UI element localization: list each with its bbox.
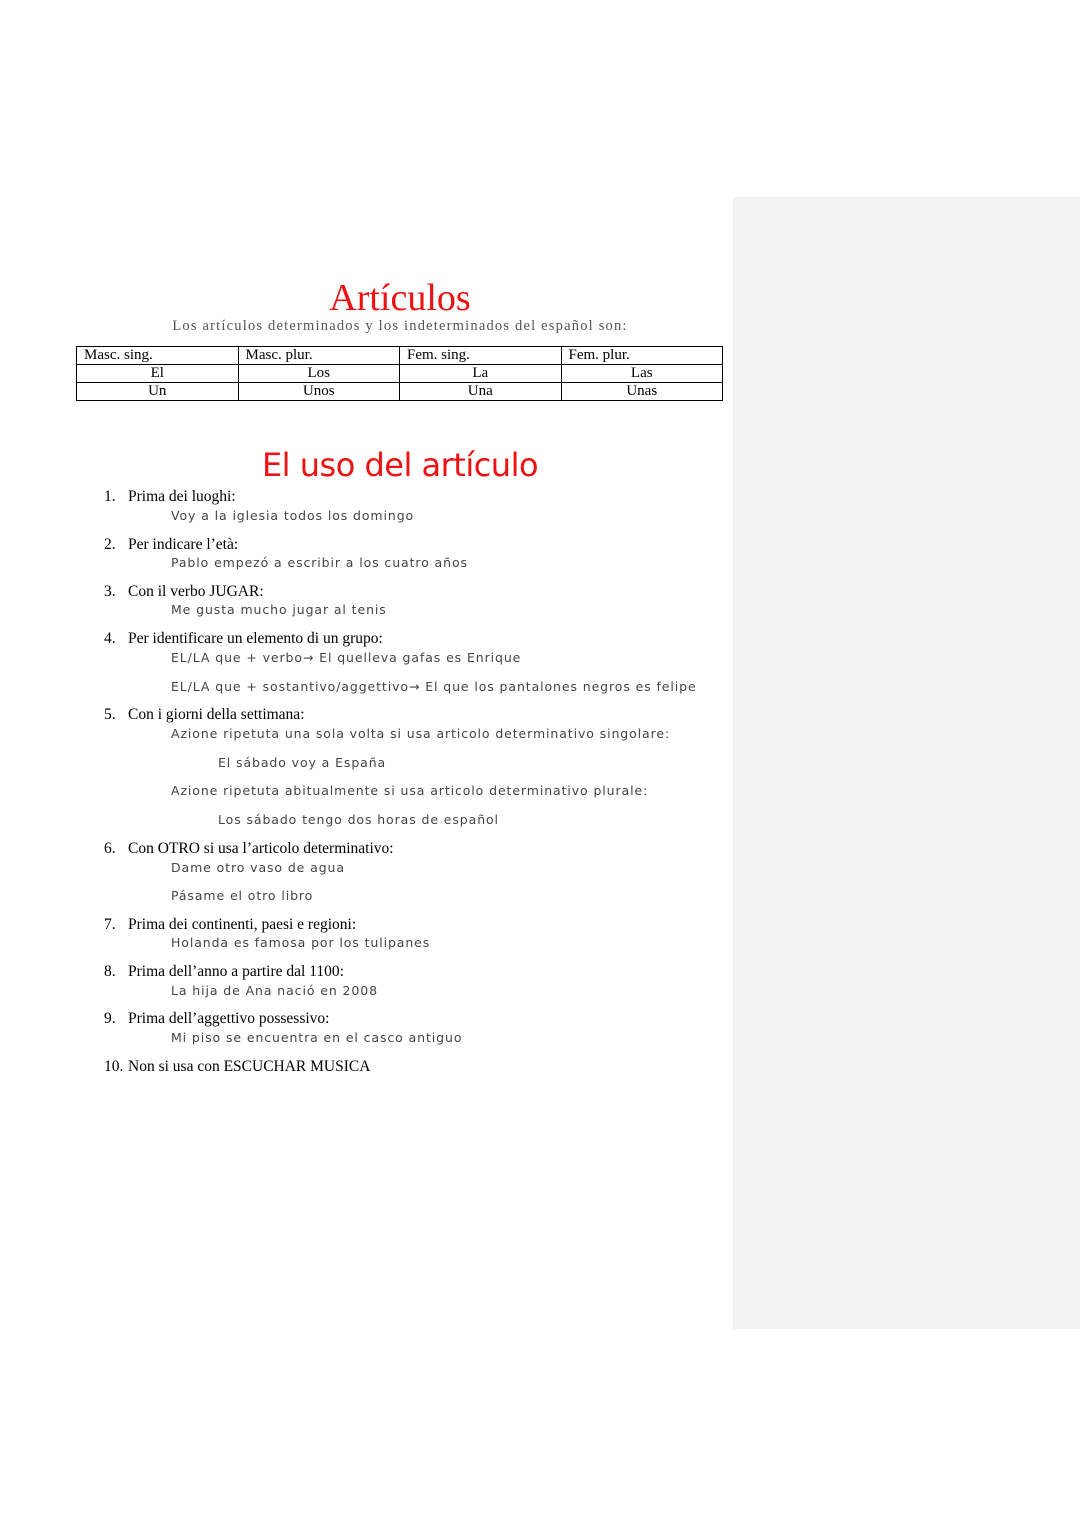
rule-item — [104, 840, 394, 858]
rule-number: 9. — [104, 1010, 116, 1027]
table-cell: Unas — [561, 383, 723, 401]
rule-item — [104, 1058, 370, 1076]
table-cell: El — [77, 365, 239, 383]
page-title: Artículos — [329, 277, 471, 319]
rule-text: Con il verbo JUGAR: — [128, 583, 264, 600]
rule-number: 8. — [104, 963, 116, 980]
rule-example: Me gusta mucho jugar al tenis — [171, 602, 387, 617]
rule-text: Prima dell’anno a partire dal 1100: — [128, 963, 344, 980]
rule-number: 3. — [104, 583, 116, 600]
rule-item — [104, 583, 264, 601]
rule-item — [104, 916, 356, 934]
rule-example: Pablo empezó a escribir a los cuatro años — [171, 555, 468, 570]
rule-item — [104, 488, 236, 506]
rule-example: Holanda es famosa por los tulipanes — [171, 935, 431, 950]
rule-number: 2. — [104, 536, 116, 553]
table-header-cell: Fem. sing. — [400, 347, 562, 365]
rule-text: Per indicare l’età: — [128, 536, 239, 553]
rule-example: Pásame el otro libro — [171, 888, 314, 903]
rule-example: Azione ripetuta una sola volta si usa articolo determinativo singolare: — [171, 726, 671, 741]
rule-text: Prima dei luoghi: — [128, 488, 236, 505]
rule-item — [104, 630, 383, 648]
rule-example: El sábado voy a España — [218, 755, 387, 770]
rule-item — [104, 963, 344, 981]
rule-number: 4. — [104, 630, 116, 647]
table-header-row — [77, 347, 723, 365]
table-cell: Unos — [238, 383, 400, 401]
rule-item — [104, 706, 305, 724]
rule-text: Prima dell’aggettivo possessivo: — [128, 1010, 330, 1027]
rule-example: Los sábado tengo dos horas de español — [218, 812, 499, 827]
table-row — [77, 383, 723, 401]
rule-item — [104, 536, 238, 554]
table-header-cell: Masc. plur. — [238, 347, 400, 365]
rule-example: Dame otro vaso de agua — [171, 860, 345, 875]
rule-number: 5. — [104, 706, 116, 723]
table-cell: Las — [561, 365, 723, 383]
table-cell: Los — [238, 365, 400, 383]
rule-example: EL/LA que + sostantivo/aggettivo→ El que los pantalones negros es felipe — [171, 679, 697, 694]
table-cell: La — [400, 365, 562, 383]
table-cell: Un — [77, 383, 239, 401]
rule-example: Azione ripetuta abitualmente si usa articolo determinativo plurale: — [171, 783, 649, 798]
rule-text: Non si usa con ESCUCHAR MUSICA — [128, 1058, 371, 1075]
rule-example: Voy a la iglesia todos los domingo — [171, 508, 415, 523]
rule-number: 6. — [104, 840, 116, 857]
page-subtitle: Los artículos determinados y los indeterminados del español son: — [172, 318, 628, 334]
section-title: El uso del artículo — [261, 446, 539, 484]
rule-example: Mi piso se encuentra en el casco antiguo — [171, 1030, 463, 1045]
rule-number: 1. — [104, 488, 116, 505]
rule-number: 10. — [104, 1058, 124, 1075]
rule-text: Prima dei continenti, paesi e regioni: — [128, 916, 357, 933]
rule-example: EL/LA que + verbo→ El quelleva gafas es Enrique — [171, 650, 522, 665]
table-header-cell: Masc. sing. — [77, 347, 239, 365]
table-row — [77, 365, 723, 383]
rule-example: La hija de Ana nació en 2008 — [171, 983, 378, 998]
comment-margin-panel — [733, 197, 1080, 1329]
rule-text: Per identificare un elemento di un grupo: — [128, 630, 383, 647]
rule-text: Con OTRO si usa l’articolo determinativo: — [128, 840, 394, 857]
rule-text: Con i giorni della settimana: — [128, 706, 305, 723]
articles-table — [76, 346, 723, 401]
rule-item — [104, 1010, 329, 1028]
rule-number: 7. — [104, 916, 116, 933]
table-header-cell: Fem. plur. — [561, 347, 723, 365]
table-cell: Una — [400, 383, 562, 401]
